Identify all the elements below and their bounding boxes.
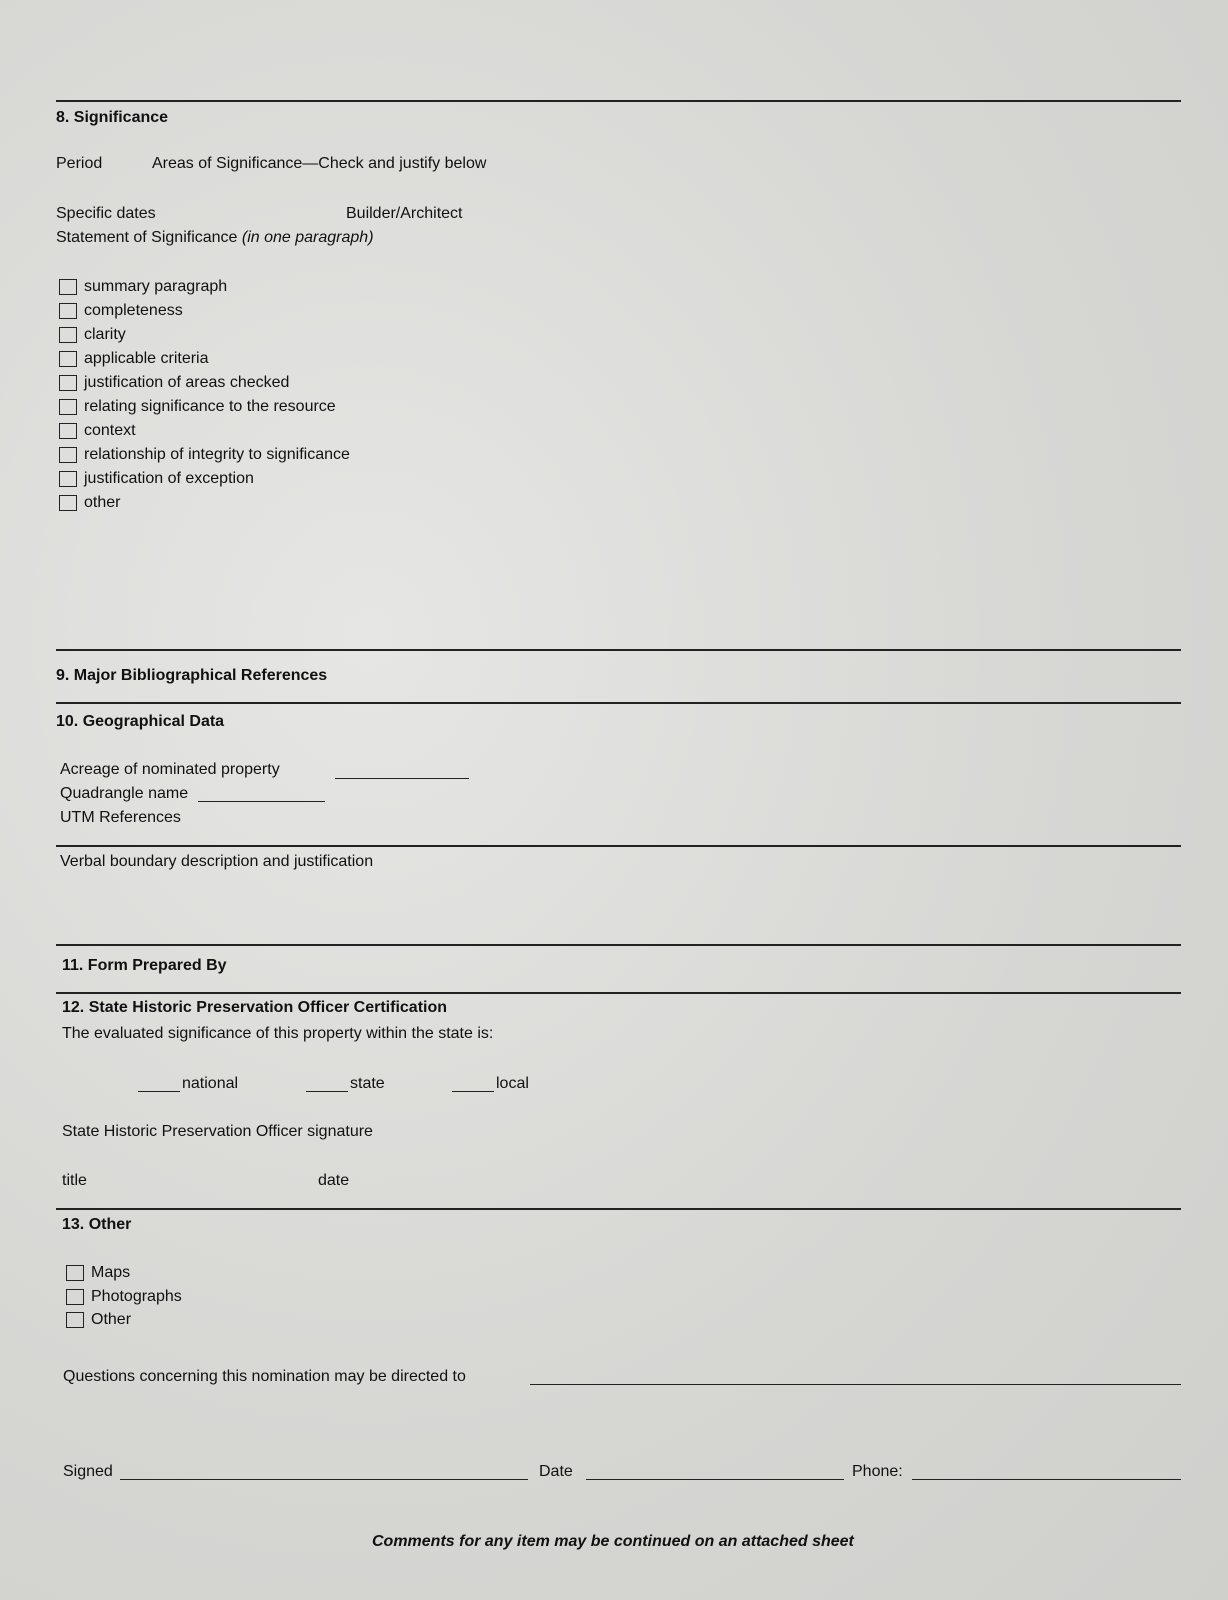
local-blank[interactable] [452,1091,494,1092]
specific-dates-label: Specific dates [56,205,156,222]
acreage-field[interactable] [335,778,469,779]
quadrangle-field[interactable] [198,801,325,802]
checkbox[interactable] [59,423,77,439]
state-label: state [350,1075,385,1092]
local-label: local [496,1075,529,1092]
title-label: title [62,1172,87,1189]
check-item-label: justification of areas checked [84,374,290,391]
quadrangle-label: Quadrangle name [60,785,189,802]
section-9-rule [56,649,1181,651]
check-item[interactable] [59,445,350,465]
section-9-title: 9. Major Bibliographical References [56,667,328,684]
check-item-label: Photographs [91,1288,182,1305]
checkbox[interactable] [66,1265,84,1281]
checkbox[interactable] [59,375,77,391]
checkbox[interactable] [59,351,77,367]
section-12-rule [56,992,1181,994]
footer-date-label: Date [539,1463,573,1480]
statement-text: Statement of Significance [56,229,238,246]
check-item-label: Maps [91,1264,131,1281]
national-blank[interactable] [138,1091,180,1092]
checkbox[interactable] [59,471,77,487]
checkbox[interactable] [59,495,77,511]
section-13-title: 13. Other [62,1216,132,1233]
verbal-boundary-rule [56,845,1181,847]
footer-date-field[interactable] [586,1479,844,1480]
utm-references-label: UTM References [60,809,181,826]
top-rule [56,100,1181,102]
check-item[interactable] [59,397,336,417]
checkbox[interactable] [59,327,77,343]
check-item[interactable] [59,277,227,297]
shpo-signature-label: State Historic Preservation Officer signature [62,1123,373,1140]
phone-field[interactable] [912,1479,1181,1480]
national-label: national [182,1075,239,1092]
section-11-rule [56,944,1181,946]
builder-architect-label: Builder/Architect [346,205,463,222]
section-12-title: 12. State Historic Preservation Officer Certification [62,999,448,1016]
areas-of-significance-label: Areas of Significance—Check and justify below [152,155,487,172]
questions-field[interactable] [530,1384,1181,1385]
check-item-label: relating significance to the resource [84,398,336,415]
state-blank[interactable] [306,1091,348,1092]
check-item-label: relationship of integrity to significance [84,446,350,463]
check-item-label: applicable criteria [84,350,209,367]
date-label: date [318,1172,350,1189]
check-item[interactable] [66,1263,130,1283]
check-item[interactable] [59,325,126,345]
checkbox[interactable] [59,279,77,295]
checkbox[interactable] [59,399,77,415]
check-item[interactable] [59,301,183,321]
check-item-label: Other [91,1311,132,1328]
period-label: Period [56,155,103,172]
check-item[interactable] [59,493,120,513]
section-11-title: 11. Form Prepared By [62,957,227,974]
check-item-label: other [84,494,121,511]
statement-of-significance-label [56,228,374,248]
check-item-label: clarity [84,326,126,343]
comments-note: Comments for any item may be continued on an attached sheet [372,1533,854,1550]
check-item-label: completeness [84,302,183,319]
check-item[interactable] [66,1310,131,1330]
check-item[interactable] [59,469,254,489]
signed-field[interactable] [120,1479,528,1480]
checkbox[interactable] [66,1289,84,1305]
check-item-label: summary paragraph [84,278,228,295]
section-8-title: 8. Significance [56,109,169,126]
phone-label: Phone: [852,1463,903,1480]
check-item[interactable] [59,421,136,441]
check-item[interactable] [66,1287,182,1307]
check-item[interactable] [59,373,289,393]
checkbox[interactable] [59,447,77,463]
section-13-rule [56,1208,1181,1210]
checkbox[interactable] [59,303,77,319]
evaluated-significance-label: The evaluated significance of this property within the state is: [62,1025,494,1042]
questions-label: Questions concerning this nomination may be directed to [63,1368,466,1385]
section-10-title: 10. Geographical Data [56,713,225,730]
checkbox[interactable] [66,1312,84,1328]
statement-note: (in one paragraph) [241,229,374,246]
check-item-label: context [84,422,136,439]
check-item-label: justification of exception [84,470,254,487]
verbal-boundary-label: Verbal boundary description and justification [60,853,374,870]
signed-label: Signed [63,1463,113,1480]
check-item[interactable] [59,349,209,369]
acreage-label: Acreage of nominated property [60,761,280,778]
section-10-rule [56,702,1181,704]
